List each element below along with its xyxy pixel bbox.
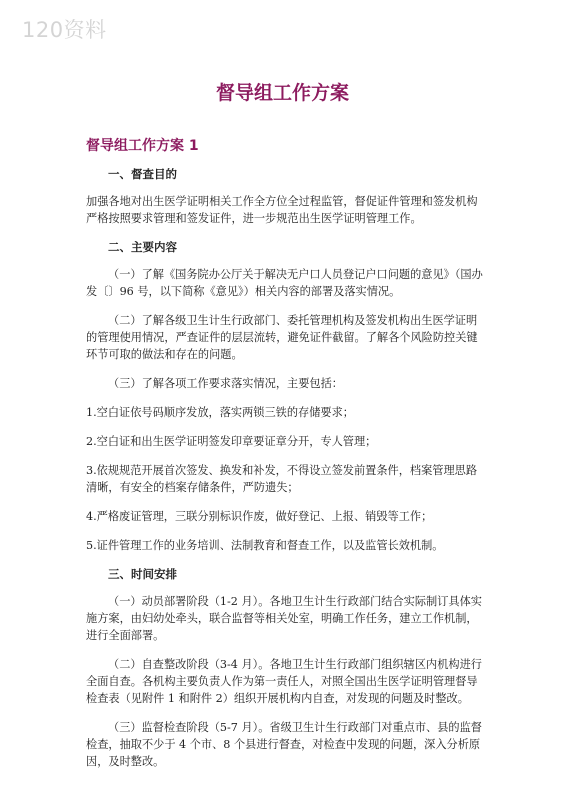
section-main-content	[86, 239, 486, 554]
paragraph: （二）了解各级卫生计生行政部门、委托管理机构及签发机构出生医学证明的管理使用情况，严查证件的层层流转，避免证件截留。了解各个风险防控关键环节可取的做法和存在的问题。	[86, 314, 478, 361]
list-item: 2.空白证和出生医学证明签发印章要证章分开，专人管理；	[86, 435, 377, 448]
section-heading: 三、时间安排	[108, 567, 177, 581]
paragraph: （一）动员部署阶段（1-2 月）。各地卫生计生行政部门结合实际制订具体实施方案，由妇幼处牵头，联合监督等相关处室，明确工作任务，建立工作机制，进行全面部署。	[86, 595, 482, 642]
watermark-logo: 120资料	[22, 18, 107, 42]
page-title: 督导组工作方案	[215, 82, 349, 104]
list-item: 3.依规规范开展首次签发、换发和补发，不得设立签发前置条件，档案管理思路清晰，有安全的档案存储条件，严防遗失；	[86, 464, 478, 494]
paragraph: （三）监督检查阶段（5-7 月）。省级卫生计生行政部门对重点市、县的监督检查，抽取不少于 4 个市、8 个县进行督查，对检查中发现的问题，深入分析原因，及时整改。	[86, 721, 482, 768]
paragraph: （三）了解各项工作要求落实情况，主要包括：	[108, 377, 343, 390]
list-item: 5.证件管理工作的业务培训、法制教育和督查工作，以及监管长效机制。	[86, 539, 444, 552]
section-schedule	[86, 566, 486, 770]
paragraph: （一）了解《国务院办公厅关于解决无户口人员登记户口问题的意见》（国办发〔〕96 号，以下简称《意见》）相关内容的部署及落实情况。	[86, 268, 483, 298]
section-heading: 二、主要内容	[108, 240, 177, 254]
document-body	[86, 166, 486, 782]
section-subtitle: 督导组工作方案 1	[86, 138, 199, 154]
section-heading: 一、督查目的	[108, 167, 177, 181]
list-item: 1.空白证依号码顺序发放，落实两锁三铁的存储要求；	[86, 406, 354, 419]
paragraph: （二）自查整改阶段（3-4 月）。各地卫生计生行政部门组织辖区内机构进行全面自查。各机构主要负责人作为第一责任人，对照全国出生医学证明管理督导检查表（见附件 1 和附件 2）组织开展机构内自查，对发现的问题及时整改。	[86, 658, 482, 705]
list-item: 4.严格废证管理，三联分别标识作废，做好登记、上报、销毁等工作；	[86, 510, 433, 523]
paragraph: 加强各地对出生医学证明相关工作全方位全过程监管，督促证件管理和签发机构严格按照要求管理和签发证件，进一步规范出生医学证明管理工作。	[86, 195, 478, 225]
section-purpose	[86, 166, 486, 227]
